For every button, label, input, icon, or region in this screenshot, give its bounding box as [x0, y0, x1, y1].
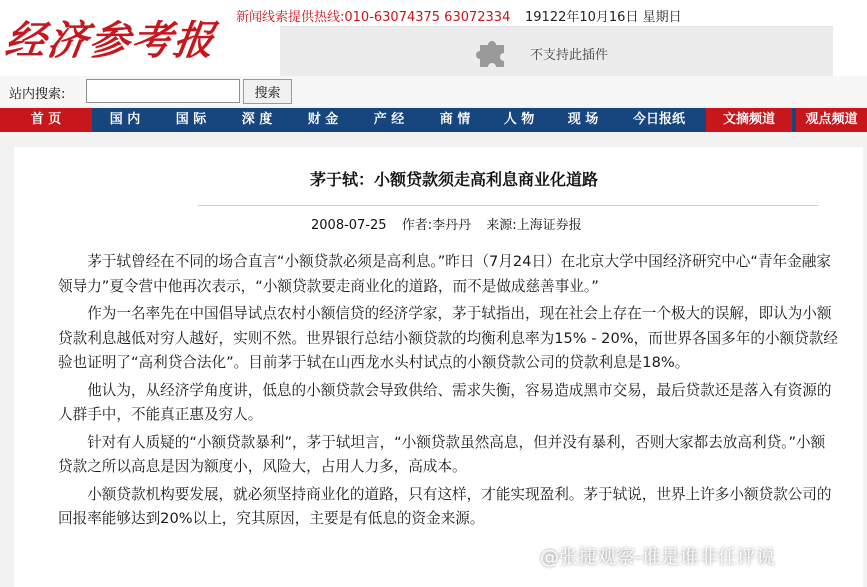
news-hotline: 新闻线索提供热线:010-63074375 63072334 — [236, 10, 511, 25]
nav-item-finance[interactable]: 财 金 — [307, 112, 339, 127]
nav-item-domestic[interactable]: 国 内 — [109, 112, 141, 127]
article-paragraph: 小额贷款机构要发展，就必须坚持商业化的道路，只有这样，才能实现盈利。茅于轼说，世界上许多小额贷款公司的回报率能够达到20%以上，究其原因，主要是有低息的资金来源。 — [58, 485, 832, 527]
nav-item-business[interactable]: 商 情 — [439, 112, 471, 127]
article-paragraph: 针对有人质疑的“小额贷款暴利”，茅于轼坦言，“小额贷款虽然高息，但并没有暴利，否则大家都去放高利贷。”小额贷款之所以高息是因为额度小，风险大，占用人力多，高成本。 — [58, 433, 826, 475]
site-logo[interactable] — [2, 4, 219, 70]
nav-item-scene[interactable]: 现 场 — [567, 112, 599, 127]
title-divider — [198, 205, 819, 206]
current-date: 19122年10月16日 星期日 — [525, 10, 682, 25]
article-title: 茅于轼：小额贷款须走高利息商业化道路 — [309, 170, 598, 189]
nav-item-international[interactable]: 国 际 — [175, 112, 207, 127]
article-date: 2008-07-25 — [311, 218, 387, 233]
main-nav — [0, 108, 867, 132]
search-input[interactable] — [86, 79, 240, 103]
plugin-placeholder — [280, 26, 833, 77]
search-label: 站内搜索: — [9, 87, 66, 102]
nav-item-depth[interactable]: 深 度 — [241, 112, 273, 127]
plugin-message: 不支持此插件 — [530, 48, 609, 63]
nav-item-digest[interactable]: 文摘频道 — [706, 108, 792, 132]
article-source: 来源:上海证券报 — [486, 218, 582, 233]
search-bar — [0, 76, 867, 106]
article-container — [14, 147, 863, 587]
nav-item-home[interactable]: 首 页 — [0, 108, 92, 132]
site-header — [0, 0, 867, 76]
weibo-watermark: @张捷观察-谁是谁非任评说 — [540, 546, 775, 568]
article-meta — [311, 214, 593, 233]
nav-item-people[interactable]: 人 物 — [503, 112, 535, 127]
article-body — [58, 250, 838, 535]
nav-item-opinion[interactable]: 观点频道 — [796, 108, 867, 132]
article-paragraph: 他认为，从经济学角度讲，低息的小额贷款会导致供给、需求失衡，容易造成黑市交易，最后贷款还是落入有资源的人群手中，不能真正惠及穷人。 — [58, 381, 832, 423]
puzzle-piece-icon — [476, 35, 510, 69]
article-paragraph: 茅于轼曾经在不同的场合直言“小额贷款必须是高利息。”昨日（7月24日）在北京大学中国经济研究中心“青年金融家领导力”夏令营中他再次表示，“小额贷款要走商业化的道路，而不是做成慈善事业。” — [58, 253, 831, 295]
nav-item-industry[interactable]: 产 经 — [373, 112, 405, 127]
search-button[interactable]: 搜索 — [243, 79, 292, 104]
nav-item-todays-paper[interactable]: 今日报纸 — [632, 112, 685, 127]
article-paragraph: 作为一名率先在中国倡导试点农村小额信贷的经济学家，茅于轼指出，现在社会上存在一个极大的误解，即认为小额贷款利息越低对穷人越好，实则不然。世界银行总结小额贷款的均衡利息率为15% - 20%，而世界各国多年的小额贷款经验也证明了“高利贷合法化”。目前茅于轼在山西龙水头村试点的小额贷款公司的贷款利息是18%。 — [58, 305, 838, 371]
article-author: 作者:李丹丹 — [401, 218, 472, 233]
logo-text: 经济参考报 — [2, 16, 219, 64]
